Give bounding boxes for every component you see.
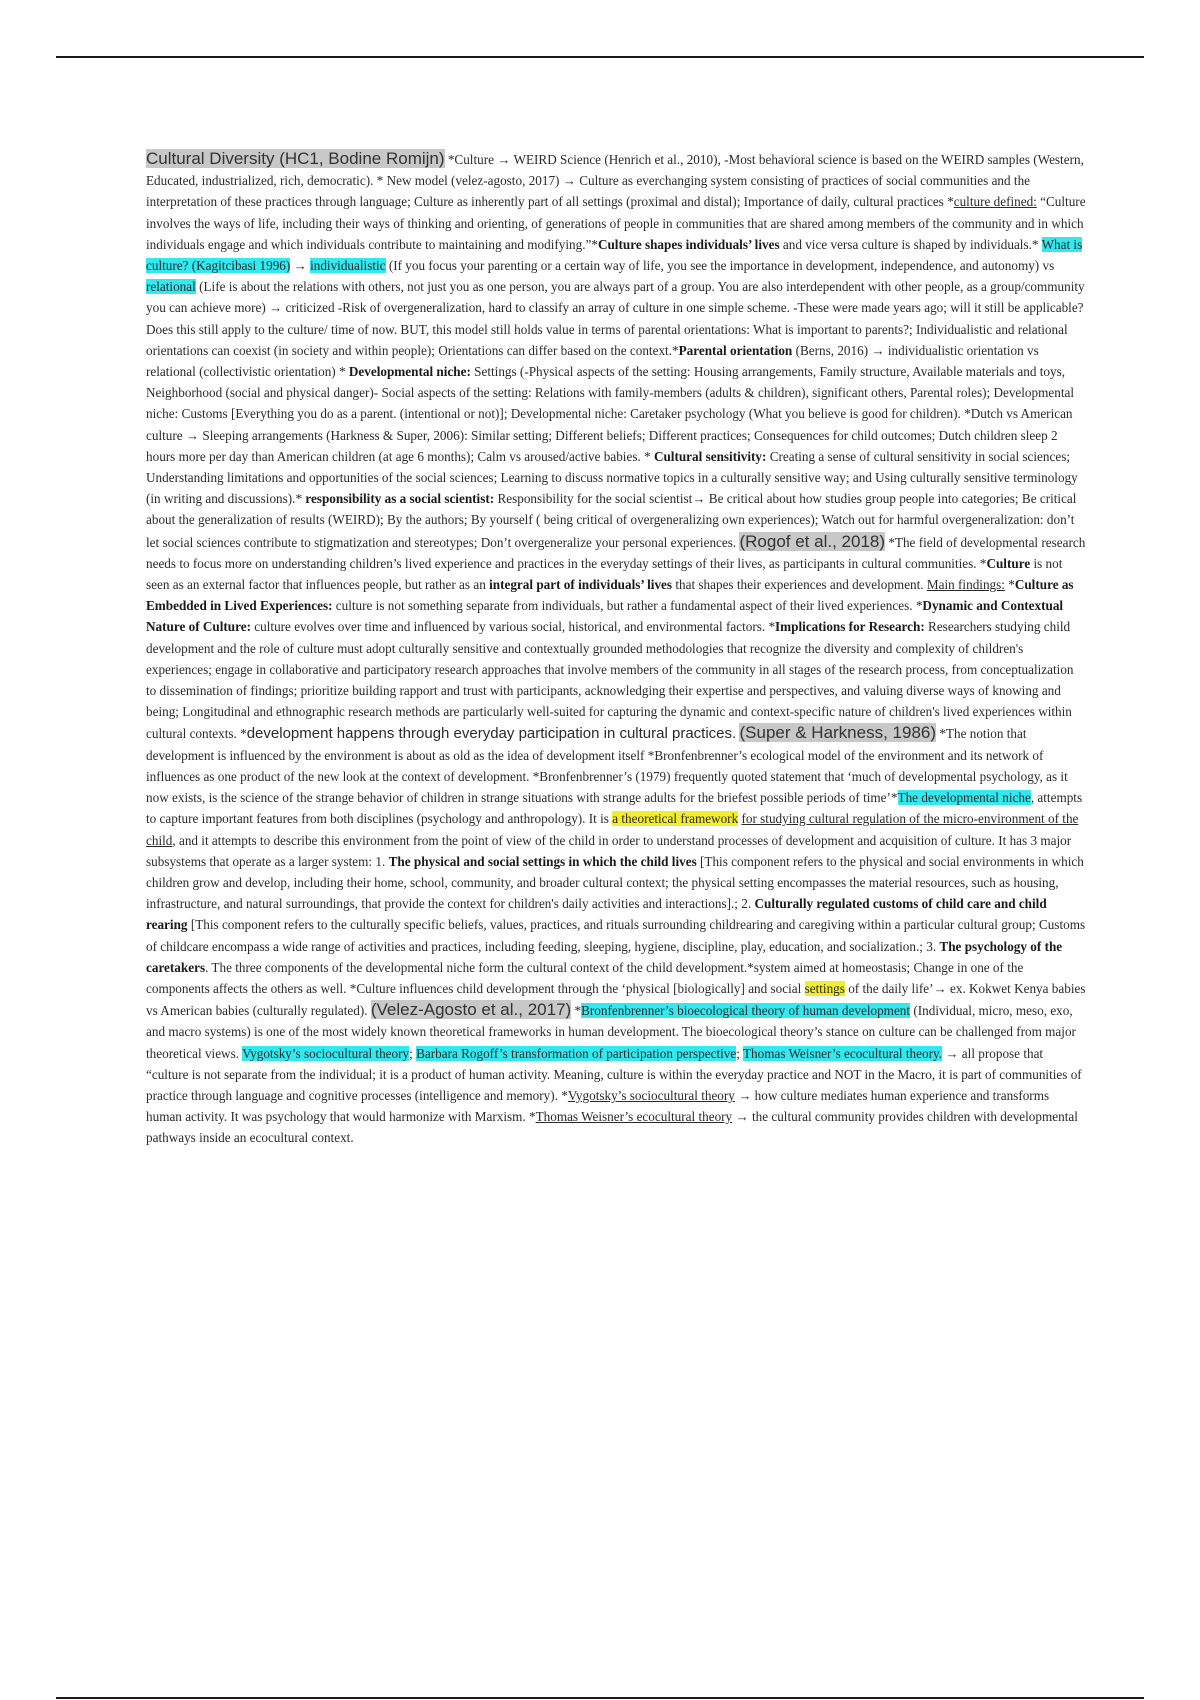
highlighted-text: The developmental niche	[897, 790, 1031, 806]
text-run: ;	[409, 1045, 417, 1061]
section-heading: Cultural Diversity (HC1, Bodine Romijn)	[146, 149, 445, 168]
text-run: → the cultural community provides children with developmental pathways inside an ecocultural context.	[146, 1109, 1078, 1146]
text-run: that shapes their experiences and development.	[672, 577, 927, 593]
text-run: , attempts to capture important features from both disciplines (psychology and anthropology). It is	[146, 790, 1083, 827]
underlined-term: for studying cultural regulation of the micro-environment of the child	[146, 811, 1079, 848]
section-heading: (Rogof et al., 2018)	[739, 531, 886, 551]
text-run: *The field of developmental research needs to focus more on understanding children’s lived experience and practices in the everyday settings of their lives, as participants in cultural communities. *	[146, 534, 1086, 571]
text-run: → all propose that “culture is not separate from the individual; it is a product of human activity. Meaning, culture is within the everyday practice and NOT in the Macro, it is part of communities of practice through language and cognitive processes (intelligence and memory). *	[146, 1045, 1082, 1103]
underlined-term: Main findings:	[926, 577, 1005, 593]
bold-term: Cultural sensitivity:	[653, 448, 767, 464]
footer-rule	[56, 1697, 1144, 1699]
text-run: Settings (-Physical aspects of the setting: Housing arrangements, Family structure, Available materials and toys, Neighborhood (social and physical danger)- Social aspects of the setting: Relations with family-members (adults & children), significant others, Parental roles); Developmental niche: Customs [Everything you do as a parent. (intentional or not)]; Developmental niche: Caretaker psychology (What you believe is good for children). *Dutch vs American culture → Sleeping arrangements (Harkness & Super, 2006): Similar setting; Different beliefs; Different practices; Consequences for child outcomes; Dutch children sleep 2 hours more per day than American children (at age 6 months); Calm vs aroused/active babies. *	[146, 364, 1074, 464]
text-run: culture evolves over time and influenced by various social, historical, and environmental factors. *	[251, 619, 776, 635]
bold-term: Culture	[986, 555, 1031, 571]
highlighted-text: a theoretical framework	[612, 811, 739, 827]
text-run: is not seen as an external factor that influences people, but rather as an	[146, 555, 1063, 593]
text-run: . The three components of the developmental niche form the cultural context of the child development.*system aimed at homeostasis; Change in one of the components affects the others as well. *Culture influences child development through the ‘physical [biologically] and social	[146, 959, 1024, 996]
text-run: Responsibility for the social scientist→ Be critical about how studies group people into categories; Be critical about the generalization of results (WEIRD); By the authors; By yourself ( being critical of overgeneralizing own experiences); Watch out for harmful overgeneralization: don’t let social sciences contribute to stigmatization and stereotypes; Don’t overgeneralize your personal experiences.	[146, 491, 1077, 550]
highlighted-text: Barbara Rogoff’s transformation of participation perspective	[416, 1045, 737, 1061]
text-run: (Berns, 2016) → individualistic orientation vs relational (collectivistic orientation) *	[146, 342, 1039, 380]
text-run: and vice versa culture is shaped by individuals.*	[779, 236, 1042, 252]
bold-term: The physical and social settings in which the child lives	[388, 853, 697, 869]
highlighted-text: What is culture? (Kagitcibasi 1996)	[146, 236, 1083, 274]
bold-term: Implications for Research:	[775, 619, 925, 635]
bold-term: Developmental niche:	[348, 364, 471, 380]
text-run: [This component refers to the physical and social environments in which children grow and develop, including their home, school, community, and broader cultural context; the physical setting encompasses the material resources, such as housing, infrastructure, and natural surroundings, that provide the context for children's daily activities and interactions].; 2.	[146, 853, 1084, 912]
highlighted-text: Thomas Weisner’s ecocultural theory.	[743, 1045, 943, 1061]
bold-term: Dynamic and Contextual Nature of Culture:	[146, 598, 1064, 635]
highlighted-text: settings	[804, 980, 845, 996]
text-run: *Culture → WEIRD Science (Henrich et al., 2010), -Most behavioral science is based on the WEIRD samples (Western, Educated, industrialized, rich, democratic). * New model (velez-agosto, 2017) → Culture as everchanging system consisting of practices of social communities and the interpretation of these practices through language; Culture as inherently part of all settings (proximal and distal); Importance of daily, cultural practices *	[146, 152, 1084, 210]
text-run: (Individual, micro, meso, exo, and macro systems) is one of the most widely known theoretical frameworks in human development. The bioecological theory’s stance on culture can be challenged from major theoretical views.	[146, 1003, 1076, 1061]
text-run: *The notion that development is influenced by the environment is about as old as the idea of development itself *Bronfenbrenner’s ecological model of the environment and its network of influences as one product of the new look at the context of development. *Bronfenbrenner’s (1979) frequently quoted statement that ‘much of developmental psychology, as it now exists, is the science of the strange behavior of children in strange situations with strange adults for the briefest possible periods of time’*	[146, 726, 1068, 806]
bold-term: integral part of individuals’ lives	[489, 577, 673, 593]
bold-term: Parental orientation	[678, 342, 793, 358]
text-run: → how culture mediates human experience and transforms human activity. It was psychology that would harmonize with Marxism. *	[146, 1087, 1050, 1125]
bold-term: responsibility as a social scientist:	[305, 491, 495, 507]
section-heading: (Velez-Agosto et al., 2017)	[370, 1000, 572, 1020]
text-run: ;	[736, 1045, 743, 1061]
bold-term: Culture as Embedded in Lived Experiences:	[146, 577, 1074, 614]
underlined-term: Vygotsky’s sociocultural theory	[567, 1087, 735, 1103]
text-run: culture is not something separate from individuals, but rather a fundamental aspect of their lived experiences. *	[332, 598, 923, 614]
text-run: , and it attempts to describe this environment from the point of view of the child in order to understand processes of development and acquisition of culture. It has 3 major subsystems that operate as a larger system: 1.	[146, 832, 1072, 869]
text-run: *	[1004, 577, 1015, 593]
text-run: →	[290, 258, 311, 274]
highlighted-text: Vygotsky’s sociocultural theory	[242, 1045, 410, 1061]
highlighted-text: relational	[146, 279, 196, 295]
highlighted-text: individualistic	[310, 258, 386, 274]
text-run: [This component refers to the culturally specific beliefs, values, practices, and rituals surrounding childrearing and caregiving within a particular cultural group; Customs of childcare encompass a wide range of activities and practices, including feeding, sleeping, hygiene, discipline, play, education, and socialization.; 3.	[146, 917, 1086, 954]
text-run: (If you focus your parenting or a certain way of life, you see the importance in development, independence, and autonomy) vs	[385, 258, 1055, 274]
underlined-term: Thomas Weisner’s ecocultural theory	[535, 1109, 733, 1125]
bold-term: Culturally regulated customs of child care and child rearing	[146, 896, 1047, 933]
header-rule	[56, 56, 1144, 58]
section-heading: (Super & Harkness, 1986)	[739, 723, 937, 743]
text-run: of the daily life’→ ex. Kokwet Kenya babies vs American babies (culturally regulated).	[146, 980, 1086, 1019]
bold-term: Culture shapes individuals’ lives	[597, 236, 780, 252]
underlined-term: culture defined:	[953, 194, 1037, 210]
text-run: (Life is about the relations with others, not just you as one person, you are always part of a group. You are also interdependent with other people, as a group/community you can achieve more) → criticized -Risk of overgeneralization, hard to classify an array of culture in one simple scheme. -These were made years ago; will it still be applicable? Does this still apply to the culture/ time of now. BUT, this model still holds value in terms of parental orientations: What is important to parents?; Individualistic and relational orientations can coexist (in society and within people); Orientations can differ based on the context.*	[146, 279, 1085, 358]
document-body	[146, 148, 1086, 1149]
text-run: Researchers studying child development and the role of culture must adopt culturally sensitive and contextually grounded methodologies that recognize the diversity and complexity of children's experiences; engage in collaborative and participatory research approaches that involve members of the community in all stages of the research process, from conceptualization to dissemination of findings; prioritize building rapport and trust with participants, acknowledging their expertise and perspectives, and valuing diverse ways of knowing and being; Longitudinal and ethnographic research methods are particularly well-suited for capturing the dynamic and context-specific nature of children's lived experiences within cultural contexts. *	[146, 619, 1074, 742]
text-run: Creating a sense of cultural sensitivity in social sciences; Understanding limitations and opportunities of the social sciences; Learning to discuss normative topics in a culturally sensitive way; and Using culturally sensitive terminology (in writing and discussions).*	[146, 448, 1078, 507]
sans-text-run: development happens through everyday participation in cultural practices.	[246, 725, 737, 743]
text-run: “Culture involves the ways of life, including their ways of thinking and orienting, of generations of people in communities that are shared among members of the community and in which individuals engage and which individuals contribute to maintaining and modifying.”*	[146, 194, 1086, 252]
highlighted-text: Bronfenbrenner’s bioecological theory of human development	[581, 1003, 911, 1019]
bold-term: The psychology of the caretakers	[146, 938, 1063, 975]
text-run: *	[571, 1003, 582, 1019]
